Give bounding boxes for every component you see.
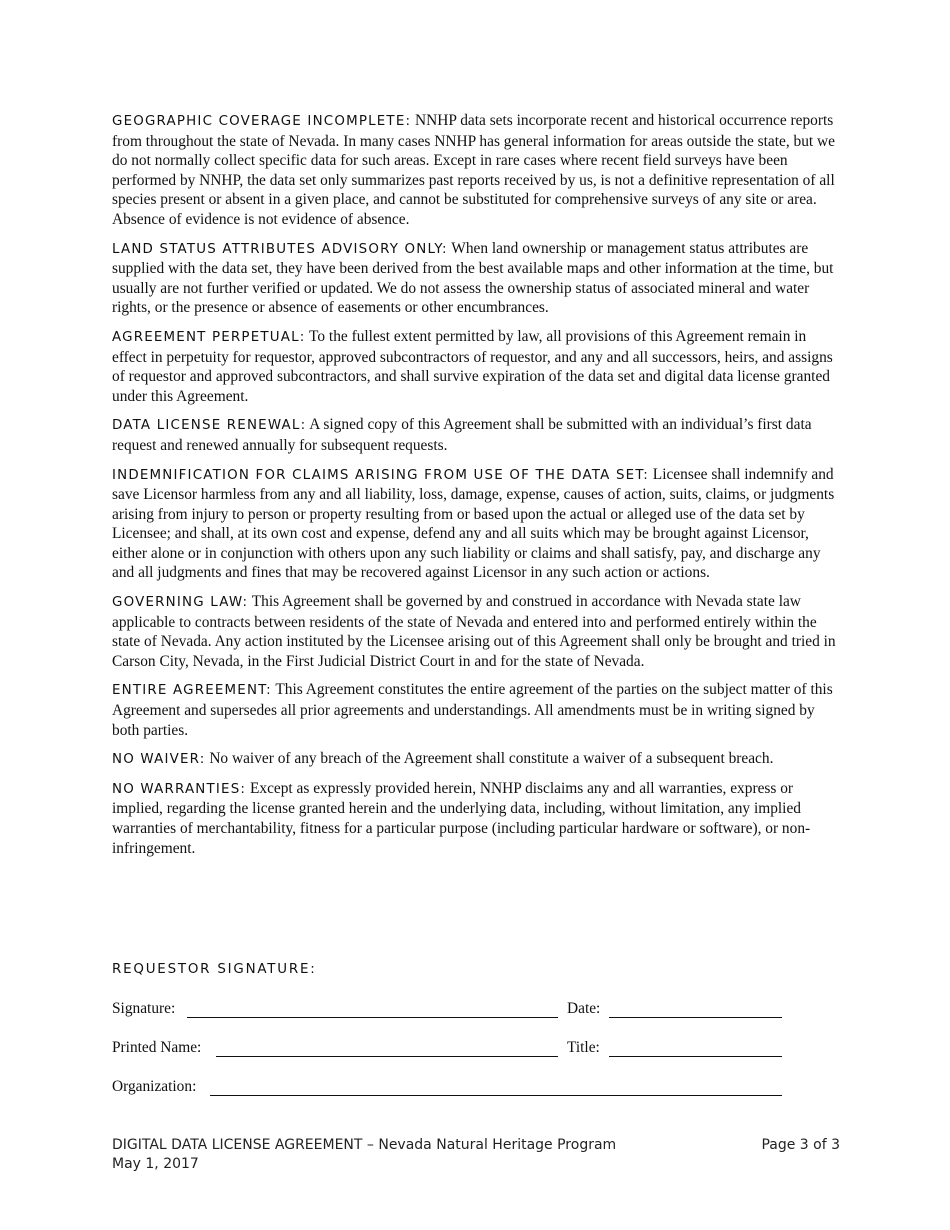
section-agreement-perpetual xyxy=(112,327,840,406)
organization-label: Organization: xyxy=(112,1078,197,1095)
section-heading: GOVERNING LAW: xyxy=(112,595,249,611)
section-no-warranties xyxy=(112,779,840,858)
signature-heading: REQUESTOR SIGNATURE: xyxy=(112,962,317,977)
signature-field[interactable] xyxy=(187,1017,558,1018)
signature-label: Signature: xyxy=(112,1000,176,1017)
page-number: Page 3 of 3 xyxy=(761,1137,840,1153)
section-text: Licensee shall indemnify and save Licensor harmless from any and all liability, loss, damage, expense, causes of action, suits, claims, or judgments arising from injury to person or property resulting from or based upon the actual or alleged use of the data set by Licensee; and shall, at its own cost and expense, defend any and all suits which may be brought against Licensor, either alone or in conjunction with others upon any such liability or claims and shall satisfy, pay, and discharge any and all judgments and fines that may be recovered against Licensor in any such action or actions. xyxy=(112,465,835,582)
section-heading: ENTIRE AGREEMENT: xyxy=(112,683,272,699)
organization-row xyxy=(112,1078,784,1100)
section-text: Except as expressly provided herein, NNHP disclaims any and all warranties, express or implied, regarding the license granted herein and the underlying data, including, without limitation, any implied warranties of merchantability, fitness for a particular purpose (including particular hardware or software), or non-infringement. xyxy=(112,779,811,857)
printed-name-label: Printed Name: xyxy=(112,1039,202,1056)
signature-row xyxy=(112,1000,784,1022)
section-text: This Agreement constitutes the entire agreement of the parties on the subject matter of this Agreement and supersedes all prior agreements and understandings. All amendments must be in writing signed by both parties. xyxy=(112,681,833,739)
title-label: Title: xyxy=(567,1039,600,1056)
section-entire-agreement xyxy=(112,680,840,740)
section-geographic-coverage xyxy=(112,111,840,230)
section-text: No waiver of any breach of the Agreement shall constitute a waiver of a subsequent breach. xyxy=(205,750,774,768)
signature-block xyxy=(112,960,840,1110)
footer-title: DIGITAL DATA LICENSE AGREEMENT – Nevada Natural Heritage Program xyxy=(112,1137,617,1153)
section-heading: GEOGRAPHIC COVERAGE INCOMPLETE: xyxy=(112,114,412,129)
organization-field[interactable] xyxy=(210,1095,782,1096)
section-governing-law xyxy=(112,592,840,671)
section-heading: LAND STATUS ATTRIBUTES ADVISORY ONLY: xyxy=(112,241,448,257)
date-label: Date: xyxy=(567,1000,601,1017)
section-heading: NO WAIVER: xyxy=(112,752,206,768)
date-field[interactable] xyxy=(609,1017,782,1018)
section-text: When land ownership or management status attributes are supplied with the data set, they have been derived from the best available maps and other information at the time, but usually are not further verified or updated. We do not assess the ownership status of associated mineral and water rights, or the presence or absence of easements or other encumbrances. xyxy=(112,239,834,317)
title-field[interactable] xyxy=(609,1056,782,1057)
section-text: A signed copy of this Agreement shall be submitted with an individual’s first data request and renewed annually for subsequent requests. xyxy=(112,416,812,454)
section-text: This Agreement shall be governed by and construed in accordance with Nevada state law applicable to contracts between residents of the state of Nevada and entered into and performed entirely within the state of Nevada. Any action instituted by the Licensee arising out of this Agreement shall only be brought and tried in Carson City, Nevada, in the First Judicial District Court in and for the state of Nevada. xyxy=(112,593,836,670)
section-land-status xyxy=(112,239,840,318)
section-license-renewal xyxy=(112,415,840,455)
printed-name-field[interactable] xyxy=(216,1056,558,1057)
section-heading: NO WARRANTIES: xyxy=(112,781,247,797)
section-no-waiver xyxy=(112,749,840,770)
document-body xyxy=(112,111,840,867)
section-text: To the fullest extent permitted by law, all provisions of this Agreement remain in effect in perpetuity for requestor, approved subcontractors of requestor, and any and all successors, heirs, and assigns of requestor and approved subcontractors, and shall survive expiration of the data set and digital data license granted under this Agreement. xyxy=(112,327,833,405)
footer-date: May 1, 2017 xyxy=(112,1156,199,1172)
section-text: NNHP data sets incorporate recent and historical occurrence reports from throughout the state of Nevada. In many cases NNHP has general information for areas outside the state, but we do not normally collect specific data for such areas. Except in rare cases where recent field surveys have been performed by NNHP, the data set only summarizes past reports received by us, is not a definitive representation of all species present or absent in a given place, and cannot be substituted for comprehensive surveys of any site or area. Absence of evidence is not evidence of absence. xyxy=(112,112,835,228)
section-heading: AGREEMENT PERPETUAL: xyxy=(112,329,306,345)
section-indemnification xyxy=(112,465,840,584)
section-heading: DATA LICENSE RENEWAL: xyxy=(112,418,307,434)
section-heading: INDEMNIFICATION FOR CLAIMS ARISING FROM USE OF THE DATA SET: xyxy=(112,467,649,483)
printed-name-row xyxy=(112,1039,784,1061)
